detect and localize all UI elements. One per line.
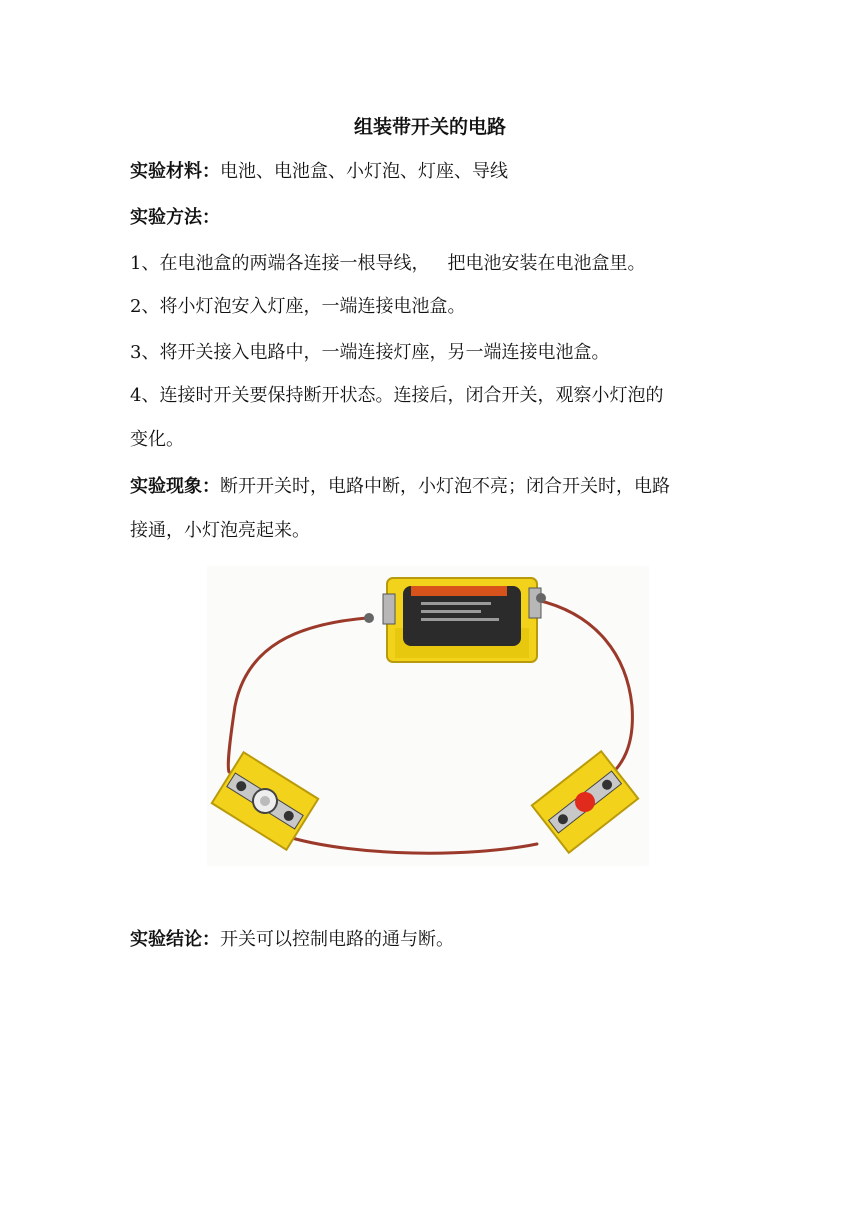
step-2 — [130, 292, 740, 322]
step-2-text: 2、将小灯泡安入灯座，一端连接电池盒。 — [130, 296, 466, 317]
circuit-illustration — [207, 566, 649, 866]
step-3 — [130, 338, 740, 368]
step-1-tail: 把电池安装在电池盒里。 — [447, 253, 646, 274]
step-1 — [130, 249, 740, 279]
phenomenon-text-2: 接通，小灯泡亮起来。 — [130, 520, 310, 541]
battery-holder-icon — [364, 578, 546, 662]
step-1-head: 1、在电池盒的两端各连接一根导线， — [130, 253, 430, 274]
phenomenon-line-1 — [130, 472, 740, 502]
step-4-text-2: 变化。 — [130, 429, 184, 450]
method-line — [130, 203, 740, 233]
step-4-line-1 — [130, 381, 740, 411]
step-4-line-2 — [130, 425, 740, 455]
phenomenon-text-1: 断开开关时，电路中断，小灯泡不亮；闭合开关时，电路 — [220, 476, 670, 497]
phenomenon-line-2 — [130, 516, 740, 546]
materials-text: 电池、电池盒、小灯泡、灯座、导线 — [220, 161, 508, 182]
step-3-text: 3、将开关接入电路中，一端连接灯座，另一端连接电池盒。 — [130, 342, 610, 363]
conclusion-line — [130, 925, 740, 955]
method-label: 实验方法： — [130, 207, 220, 228]
step-4-text-1: 4、连接时开关要保持断开状态。连接后，闭合开关，观察小灯泡的 — [130, 385, 664, 406]
conclusion-text: 开关可以控制电路的通与断。 — [220, 929, 454, 950]
phenomenon-label: 实验现象： — [130, 476, 220, 497]
materials-label: 实验材料： — [130, 161, 220, 182]
materials-line — [130, 157, 740, 187]
page-title: 组装带开关的电路 — [353, 116, 506, 138]
conclusion-label: 实验结论： — [130, 929, 220, 950]
